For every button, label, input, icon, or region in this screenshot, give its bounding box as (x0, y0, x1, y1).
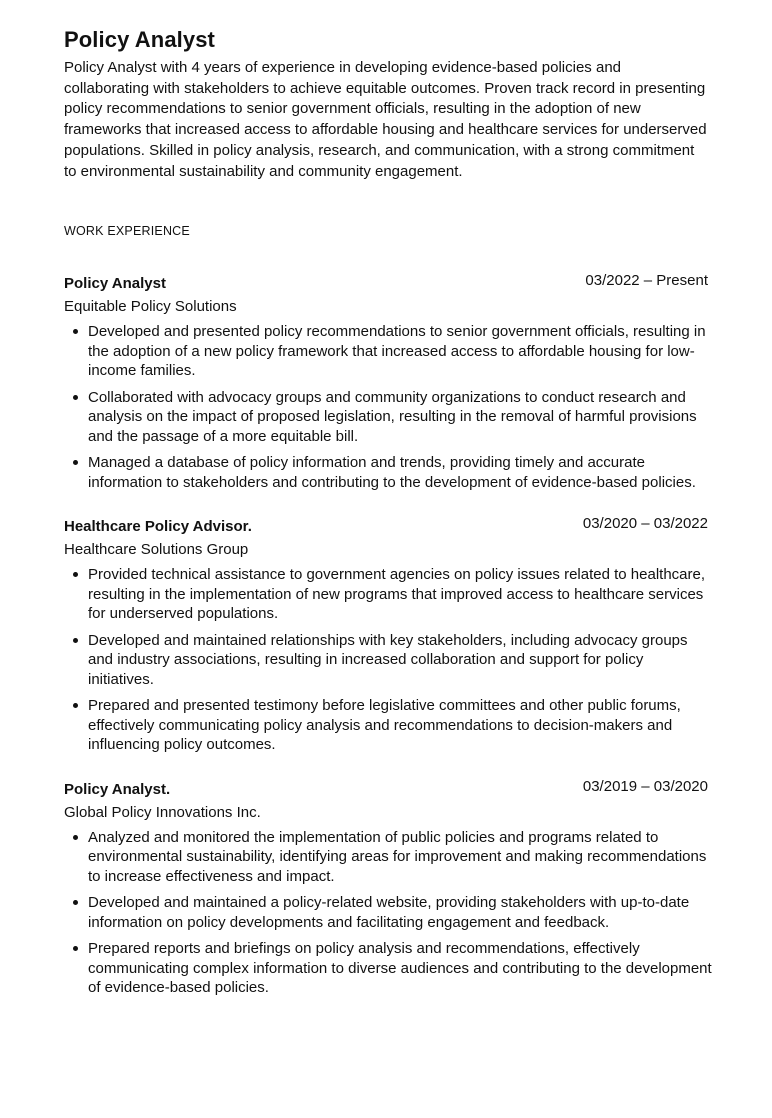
job-entry (64, 777, 714, 998)
job-bullet: Developed and maintained a policy-related website, providing stakeholders with up-to-date information on policy developments and facilitating engagement and feedback. (88, 893, 712, 932)
job-bullet: Developed and maintained relationships with key stakeholders, including advocacy groups and industry associations, resulting in increased collaboration and support for policy initiatives. (88, 631, 712, 690)
job-dates: 03/2019 – 03/2020 (582, 777, 708, 795)
section-title-work-experience: WORK EXPERIENCE (64, 224, 190, 239)
job-bullet: Developed and presented policy recommendations to senior government officials, resulting in the adoption of a new policy framework that increased access to affordable housing for low-income families. (88, 322, 712, 381)
job-title: Policy Analyst. (64, 780, 171, 798)
job-company: Healthcare Solutions Group (64, 541, 249, 559)
job-dates: 03/2020 – 03/2022 (582, 515, 708, 533)
resume-name: Policy Analyst (64, 27, 215, 52)
job-bullet: Managed a database of policy information and trends, providing timely and accurate information to stakeholders and contributing to the development of evidence-based policies. (88, 453, 712, 492)
job-bullet: Analyzed and monitored the implementation of public policies and programs related to environmental sustainability, identifying areas for improvement and making recommendations to increase effectiveness and impact. (88, 828, 712, 887)
job-title: Policy Analyst (64, 275, 166, 293)
job-header (64, 517, 708, 537)
job-bullet: Collaborated with advocacy groups and community organizations to conduct research and analysis on the impact of proposed legislation, resulting in the removal of harmful provisions and the passage of a more equitable bill. (88, 388, 712, 447)
job-title: Healthcare Policy Advisor. (64, 518, 252, 536)
job-bullet: Provided technical assistance to government agencies on policy issues related to healthcare, resulting in the implementation of new programs that improved access to healthcare services for underserved populations. (88, 565, 712, 624)
job-bullet-list (64, 322, 712, 492)
job-bullet: Prepared reports and briefings on policy analysis and recommendations, effectively communicating complex information to diverse audiences and contributing to the development of evidence-based policies. (88, 940, 712, 997)
job-header (64, 777, 708, 800)
job-entry (64, 517, 714, 755)
job-header (64, 274, 708, 294)
resume-page (64, 26, 714, 1005)
job-entry (64, 274, 714, 492)
job-company: Equitable Policy Solutions (64, 298, 237, 316)
job-company: Global Policy Innovations Inc. (64, 803, 261, 821)
professional-summary: Policy Analyst with 4 years of experience in developing evidence-based policies and collaborating with stakeholders to achieve equitable outcomes. Proven track record in presenting policy recommendations to senior government officials, resulting in the adoption of new frameworks that increased access to affordable housing and healthcare services for underserved populations. Skilled in policy analysis, research, and communication, with a strong commitment to environmental sustainability and community engagement. (64, 59, 707, 180)
job-bullet: Prepared and presented testimony before legislative committees and other public forums, effectively communicating policy analysis and recommendations to decision-makers and influencing policy outcomes. (88, 696, 712, 755)
job-bullet-list (64, 828, 712, 998)
job-bullet-list (64, 565, 712, 755)
job-dates: 03/2022 – Present (585, 272, 708, 290)
